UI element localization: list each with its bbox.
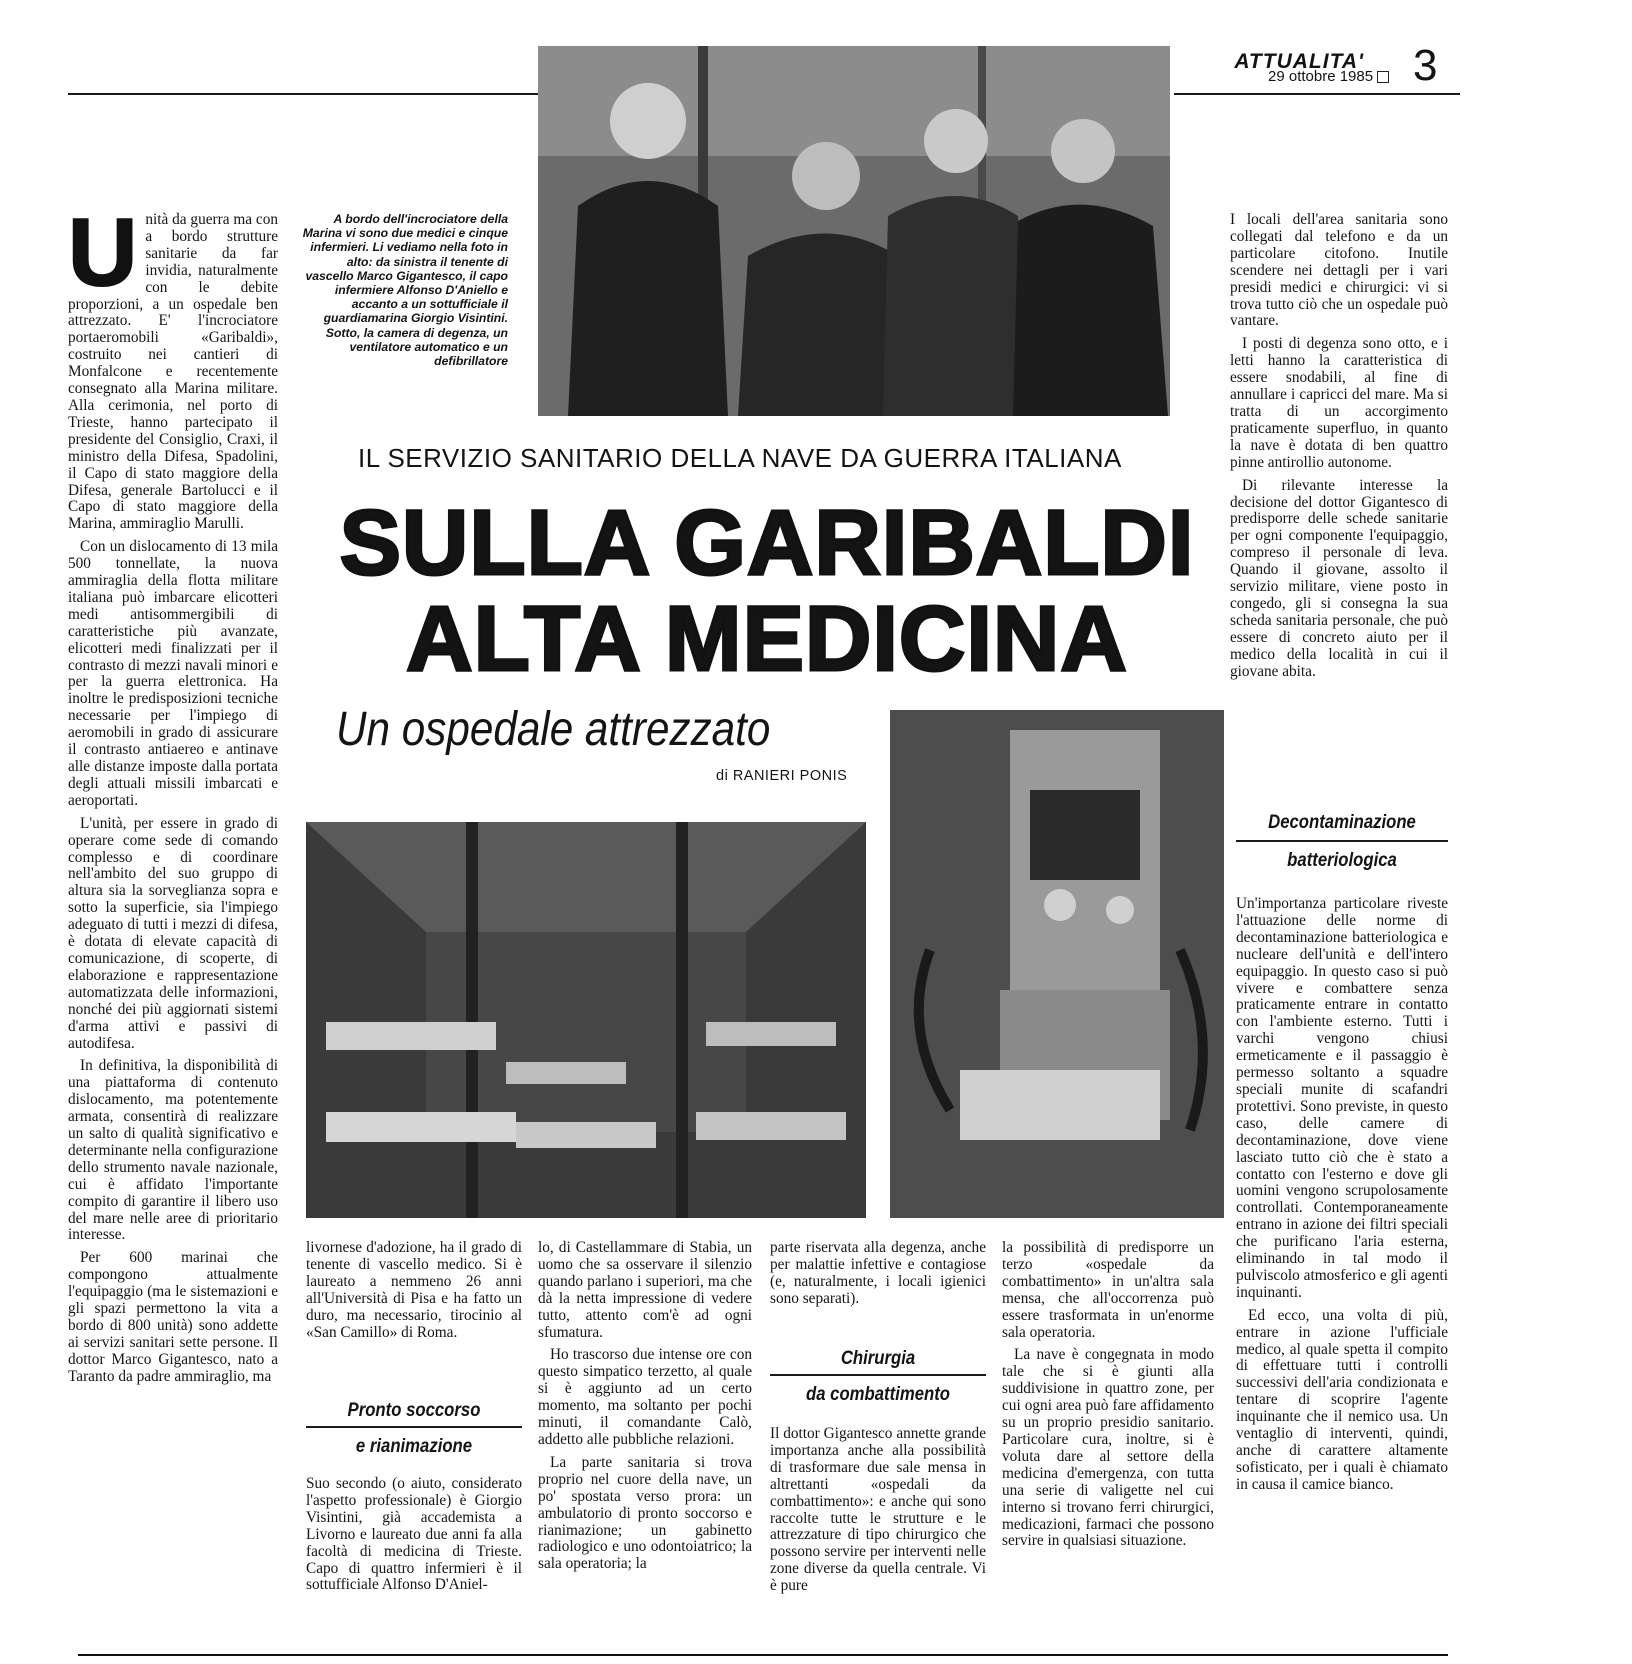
subhead-rule-3 [1236,840,1448,842]
subheadline: Un ospedale attrezzato [336,703,771,756]
dropcap: U [68,199,138,306]
section-label: ATTUALITA' [1234,50,1364,73]
column-2: livornese d'adozione, ha il grado di tenente di vascello medico. Si è laureato a nemmeno 26 anni all'Università di Pisa e ha fatto un duro, ma necessario, tirocinio al «San Camillo» di Roma. [306,1239,522,1341]
subhead-rule-2 [770,1374,986,1376]
equipment-photo [890,710,1224,1218]
subhead-chirurgia-2: da combattimento [806,1384,950,1405]
headline-line-1: SULLA GARIBALDI [339,492,1195,594]
kicker: IL SERVIZIO SANITARIO DELLA NAVE DA GUERRA ITALIANA [358,443,1122,473]
column-6: I locali dell'area sanitaria sono collegati dal telefono e da un particolare citofono. Inutile scendere nei dettagli per i vari presidi medici e chirurgici: vi si trova tutto ciò che un ospedale può vantare. I posti di degenza sono otto, e i letti hanno la caratteristica di essere snodabili, al fine di annullare i capricci del mare. Ma si tratta di un accorgimento praticamente superfluo, in quanto la nave è dotata di ben quattro pinne antirollio autonome. Di rilevante interesse la decisione del dottor Gigantesco di predisporre delle schede sanitarie per ogni componente l'equipaggio, compreso il personale di leva. Quando il giovane, assolto il servizio militare, viene posto in congedo, gli si consegna la sua scheda sanitaria personale, che può essere di concreto aiuto per il medico della località in cui il giovane abita. [1230,211,1448,680]
column-4-cont: Il dottor Gigantesco annette grande importanza anche alla possibilità di trasformare due sale mensa in altrettanti «ospedali da combattimento»: e anche qui sono raccolte tutte le strutture e le attrezzature di tipo chirurgico che possono servire per interventi nelle zone diverse da quella centrale. Vi è pure [770,1425,986,1595]
bottom-rule [78,1654,1448,1656]
subhead-chirurgia-1: Chirurgia [840,1348,916,1369]
subhead-decontaminazione-1: Decontaminazione [1268,812,1416,833]
column-4: parte riservata alla degenza, anche per malattie infettive e contagiose (e, naturalmente, i locali igienici sono separati). [770,1239,986,1307]
subhead-decontaminazione-2: batteriologica [1287,850,1397,871]
subhead-pronto-1: Pronto soccorso [347,1400,481,1421]
column-2-cont: Suo secondo (o aiuto, considerato l'aspetto professionale) è Giorgio Visintini, già accademista a Livorno e laureato due anni fa alla facoltà di medicina di Trieste. Capo di quattro infermieri è il sottufficiale Alfonso D'Aniel- [306,1475,522,1594]
headline-line-2: ALTA MEDICINA [406,588,1128,690]
page-number: 3 [1413,41,1438,90]
header-rule-right [1174,93,1460,95]
crew-photo [538,46,1170,416]
ward-photo [306,822,866,1218]
byline: di RANIERI PONIS [716,768,848,784]
column-3: lo, di Castellammare di Stabia, un uomo che sa osservare il silenzio quando parlano i superiori, ma che dà la netta impressione di vedere tutto, attento com'è ad ogni sfumatura. Ho trascorso due intense ore con questo simpatico terzetto, al quale si è aggiunto ad un certo momento, ma soltanto per pochi minuti, il comandante Calò, addetto alle pubbliche relazioni. La parte sanitaria si trova proprio nel cuore della nave, un po' spostata verso prora: un ambulatorio di pronto soccorso e rianimazione; un gabinetto radiologico e uno odontoiatrico; la sala operatoria; la [538,1239,752,1573]
subhead-pronto-2: e rianimazione [355,1436,473,1457]
issue-date: 29 ottobre 1985 [1268,68,1389,85]
photo-caption: A bordo dell'incrociatore della Marina vi sono due medici e cinque infermieri. Li vediamo nella foto in alto: da sinistra il tenente di vascello Marco Gigantesco, il capo infermiere Alfonso D'Aniello e accanto a un sottufficiale il guardiamarina Giorgio Visintini. Sotto, la camera di degenza, un ventilatore automatico e un defibrillatore [302,212,508,369]
column-1: Unità da guerra ma con a bordo strutture sanitarie da far invidia, naturalmente con le debite proporzioni, a un ospedale ben attrezzato. E' l'incrociatore portaeromobili «Garibaldi», costruito nei cantieri di Monfalcone e recentemente consegnato alla Marina militare. Alla cerimonia, nel porto di Trieste, hanno partecipato il presidente del Consiglio, Craxi, il ministro della Difesa, Spadolini, il Capo di stato maggiore della Difesa, generale Bartolucci e il Capo di stato maggiore della Marina, ammiraglio Marulli. Con un dislocamento di 13 mila 500 tonnellate, la nuova ammiraglia della flotta militare italiana può imbarcare elicotteri medi antisommergibili di caratteristiche più avanzate, elicotteri medi finalizzati per il contrasto di mezzi navali minori e per la guerra elettronica. Ha inoltre le predisposizioni tecniche necessarie per l'impiego di aeromobili in grado di assicurare il contrasto antiaereo e antinave alle distanze imposte dalla portata degli attuali missili imbarcati e aeroportati. L'unità, per essere in grado di operare come sede di comando complesso e di coordinare nell'ambito del suo gruppo di altura sia la sorveglianza sopra e sotto la superficie, sia l'impiego adeguato di tutti i mezzi di difesa, è dotata di elevate capacità di comunicazione, di scoperte, di elaborazione e rappresentazione automatizzata delle informazioni, nonché dei più aggiornati sistemi d'arma attivi e passivi di autodifesa. In definitiva, la disponibilità di una piattaforma di contenuto dislocamento, ma potentemente armata, consentirà di realizzare un salto di qualità significativo e determinante nella configurazione dello strumento navale nazionale, cui è affidato l'importante compito di garantire il libero uso del mare nelle aree di prioritario interesse. Per 600 marinai che compongono attualmente l'equipaggio (ma le sistemazioni e gli spazi permettono la vita a bordo di 800 unità) sono addette ai servizi sanitari sette persone. Il dottor Marco Gigantesco, nato a Taranto da padre ammiraglio, ma [68,199,278,1385]
column-5: la possibilità di predisporre un terzo «ospedale da combattimento» in un'altra sala mensa, che all'occorrenza può essere trasformata in un'enorme sala operatoria. La nave è congegnata in modo tale che si è giunti alla suddivisione in quattro zone, per cui ogni area può fare affidamento su un proprio presidio sanitario. Particolare cura, inoltre, si è voluta dare al settore della medicina d'emergenza, con tutta una serie di valigette nel cui interno si trovano ferri chirurgici, medicazioni, farmaci che possono servire in qualsiasi situazione. [1002,1239,1214,1550]
header-rule-left [68,93,538,95]
column-6-cont: Un'importanza particolare riveste l'attuazione delle norme di decontaminazione batteriologica e nucleare dell'unità e dell'intero equipaggio. In questo caso si può vivere e combattere senza praticamente entrare in contatto con l'ambiente esterno. Tutti i varchi vengono chiusi ermeticamente e il passaggio è permesso soltanto a squadre speciali munite di scafandri protettivi. Sono previste, in questo caso, delle camere di decontaminazione, dove viene lasciato tutto ciò che è stato a contatto con l'esterno e dove gli uomini vengono scrupolosamente controllati. Contemporaneamente entrano in azione dei filtri speciali che purificano l'aria esterna, eliminando in tal modo il pulviscolo atmosferico e gli agenti inquinanti. Ed ecco, una volta di più, entrare in azione l'ufficiale medico, al quale spetta il compito di effettuare tutti i controlli successivi dell'aria condizionata e tentare di scoprire l'agente inquinante che il nemico usa. Un ventaglio di interventi, quindi, anche di carattere altamente sofisticato, per i quali è chiamato in causa il camice bianco. [1236,895,1448,1493]
subhead-rule-1 [306,1426,522,1428]
